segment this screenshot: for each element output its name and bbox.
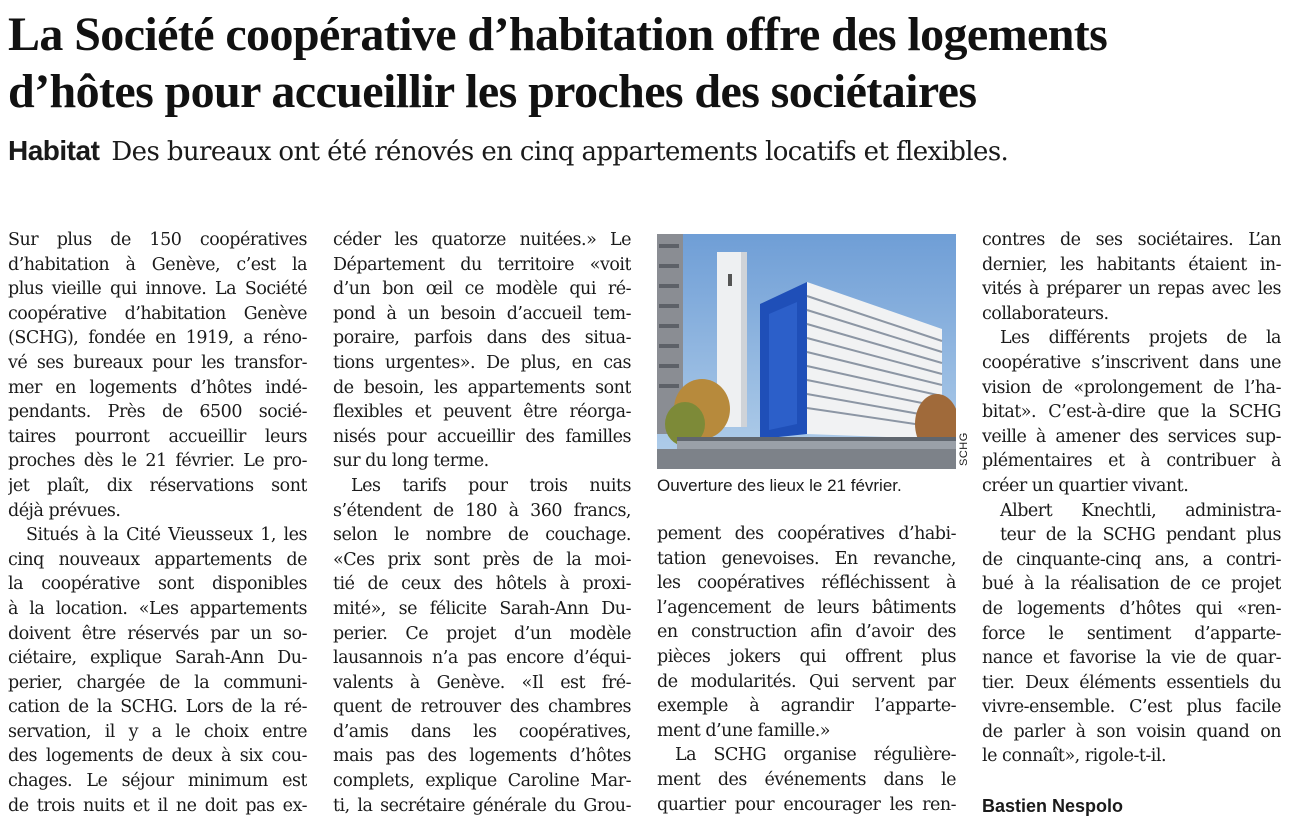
- text-line: plémentaires et à contribuer à: [982, 451, 1281, 472]
- text-line: teur de la SCHG pendant plus: [1000, 525, 1281, 546]
- text-line: selon le nombre de couchage.: [333, 525, 631, 546]
- text-line: tation genevoises. En revanche,: [657, 548, 956, 569]
- text-line: perier, chargée de la communi-: [8, 672, 307, 693]
- text-line: poraire, parfois dans des situa-: [333, 328, 631, 349]
- text-line: servation, il y a le choix entre: [8, 721, 307, 742]
- text-line: proches dès le 21 février. Le pro-: [8, 451, 307, 472]
- text-line: complets, explique Caroline Mar-: [333, 771, 631, 792]
- text-line: le connaît», rigole-t-il.: [982, 746, 1167, 767]
- text-line: tions urgentes». De plus, en cas: [333, 352, 631, 373]
- photo-credit: SCHG: [958, 432, 970, 466]
- text-line: mer en logements d’hôtes indé-: [8, 377, 307, 398]
- text-line: Les tarifs pour trois nuits: [351, 475, 631, 496]
- text-line: d’amis dans les coopératives,: [333, 721, 631, 742]
- text-line: nisés pour accueillir des familles: [333, 426, 631, 447]
- text-line: flexibles et peuvent être réorga-: [333, 402, 631, 423]
- text-line: Situés à la Cité Vieusseux 1, les: [26, 525, 307, 546]
- text-line: sur du long terme.: [333, 451, 489, 472]
- text-line: perier. Ce projet d’un modèle: [333, 623, 631, 644]
- subheadline-text: Des bureaux ont été rénovés en cinq appartements locatifs et flexibles.: [111, 137, 1009, 167]
- headline: [8, 6, 1283, 120]
- text-line: les coopératives réfléchissent à: [657, 573, 956, 594]
- text-line: d’habitation à Genève, c’est la: [8, 254, 307, 275]
- text-line: de logements d’hôtes qui «ren-: [982, 598, 1281, 619]
- article-column-4: [982, 228, 1281, 769]
- text-line: exemple à agrandir l’apparte-: [657, 696, 956, 717]
- text-line: vivre-ensemble. C’est plus facile: [982, 697, 1281, 718]
- text-line: coopérative d’habitation Genève: [8, 303, 307, 324]
- text-line: de trois nuits et il ne doit pas ex-: [8, 795, 307, 816]
- text-line: coopérative s’inscrivent dans une: [982, 352, 1281, 373]
- text-line: vision de «prolongement de l’ha-: [982, 377, 1281, 398]
- text-line: doivent être réservés par un so-: [8, 623, 307, 644]
- text-line: pendants. Près de 6500 socié-: [8, 402, 307, 423]
- text-line: de besoin, les appartements sont: [333, 377, 631, 398]
- text-line: pièces jokers qui offrent plus: [657, 646, 956, 667]
- text-line: s’étendent de 180 à 360 francs,: [333, 500, 631, 521]
- article-column-1: [8, 228, 307, 818]
- headline-line-2: d’hôtes pour accueillir les proches des sociétaires: [8, 65, 977, 118]
- text-line: à la location. «Les appartements: [8, 598, 307, 619]
- text-line: force le sentiment d’apparte-: [982, 623, 1281, 644]
- text-line: jet plaît, dix réservations sont: [8, 475, 307, 496]
- headline-line-1: La Société coopérative d’habitation offre des logements: [8, 8, 1108, 61]
- article-column-3: [657, 522, 956, 817]
- text-line: dernier, les habitants étaient in-: [982, 254, 1281, 275]
- text-line: la coopérative sont disponibles: [8, 574, 307, 595]
- text-line: taires pourront accueillir leurs: [8, 426, 307, 447]
- text-line: quartier pour encourager les ren-: [657, 794, 956, 815]
- text-line: veille à amener des services sup-: [982, 426, 1281, 447]
- article-column-2: [333, 228, 631, 818]
- text-line: collaborateurs.: [982, 303, 1109, 324]
- text-line: Département du territoire «voit: [333, 254, 631, 275]
- text-line: de modularités. Qui servent par: [657, 671, 956, 692]
- text-line: vités à préparer un repas avec les: [982, 279, 1281, 300]
- text-line: tié de ceux des hôtels à proxi-: [333, 574, 631, 595]
- text-line: (SCHG), fondée en 1919, a réno-: [8, 328, 307, 349]
- text-line: mais pas des logements d’hôtes: [333, 746, 631, 767]
- text-line: d’un bon œil ce modèle qui ré-: [333, 279, 631, 300]
- text-line: Sur plus de 150 coopératives: [8, 230, 307, 250]
- text-line: chages. Le séjour minimum est: [8, 771, 307, 792]
- text-line: l’agencement de leurs bâtiments: [657, 597, 956, 618]
- text-line: de cinquante-cinq ans, a contri-: [982, 549, 1281, 570]
- author-byline: Bastien Nespolo: [982, 796, 1124, 816]
- text-line: vé ses bureaux pour les transfor-: [8, 352, 307, 373]
- text-line: lausannois n’a pas encore d’équi-: [333, 648, 631, 669]
- text-line: bitat». C’est-à-dire que la SCHG: [982, 402, 1281, 423]
- text-line: cation de la SCHG. Lors de la ré-: [8, 697, 307, 718]
- text-line: Les différents projets de la: [1000, 328, 1281, 349]
- text-line: pond à un besoin d’accueil tem-: [333, 303, 631, 324]
- text-line: déjà prévues.: [8, 500, 121, 521]
- text-line: bué à la réalisation de ce projet: [982, 574, 1281, 595]
- text-line: de parler à son voisin quand on: [982, 721, 1281, 742]
- text-line: mité», se félicite Sarah-Ann Du-: [333, 598, 631, 619]
- text-line: créer un quartier vivant.: [982, 475, 1189, 496]
- text-line: «Ces prix sont près de la moi-: [333, 549, 631, 570]
- photo-caption: Ouverture des lieux le 21 février.: [657, 476, 902, 495]
- text-line: La SCHG organise régulière-: [675, 745, 956, 766]
- text-line: cinq nouveaux appartements de: [8, 549, 307, 570]
- text-line: ciétaire, explique Sarah-Ann Du-: [8, 648, 307, 669]
- text-line: plus vieille qui innove. La Société: [8, 279, 307, 300]
- text-line: des logements de deux à six cou-: [8, 746, 307, 767]
- text-line: contres de ses sociétaires. L’an: [982, 230, 1281, 250]
- text-line: ment des événements dans le: [657, 769, 956, 790]
- subheadline: [8, 131, 1283, 172]
- text-line: nance et favorise la vie de quar-: [982, 648, 1281, 669]
- text-line: quent de retrouver des chambres: [333, 697, 631, 718]
- text-line: ment d’une famille.»: [657, 720, 830, 741]
- text-line: ti, la secrétaire générale du Grou-: [333, 795, 631, 816]
- article-photo: [657, 234, 956, 469]
- text-line: céder les quatorze nuitées.» Le: [333, 230, 631, 250]
- building-photo-illustration: [657, 234, 956, 469]
- section-rubric: Habitat: [8, 135, 100, 166]
- text-line: pement des coopératives d’habi-: [657, 524, 956, 544]
- text-line: valents à Genève. «Il est fré-: [333, 672, 631, 693]
- text-line: tier. Deux éléments essentiels du: [982, 672, 1281, 693]
- text-line: Albert Knechtli, administra-: [1000, 500, 1281, 521]
- text-line: en construction afin d’avoir des: [657, 622, 956, 643]
